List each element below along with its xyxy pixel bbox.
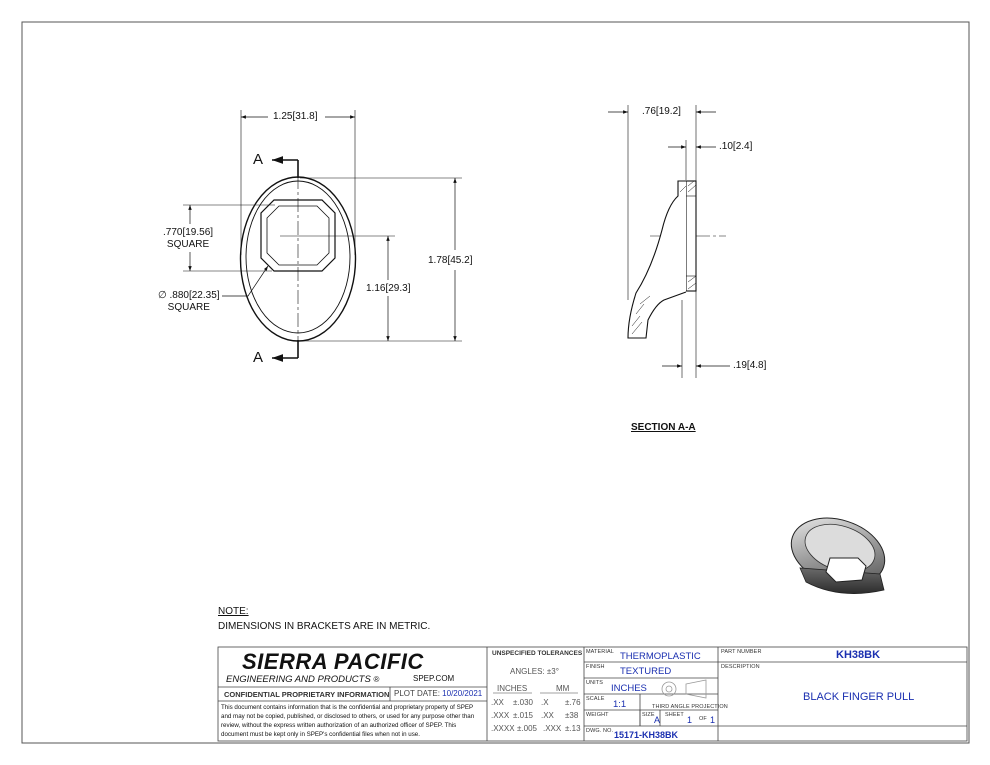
size-label: SIZE [642,712,655,718]
tol-row-3: .XXXX ±.005 .XXX ±.13 [491,724,581,733]
width-dim-label: 1.25[31.8] [273,111,318,122]
flange-dim-label: .19[4.8] [733,360,767,371]
scale-label: SCALE [586,696,605,702]
center-dim-label: 1.16[29.3] [366,283,411,294]
units-label: UNITS [586,680,603,686]
tolerances-angles: ANGLES: ±3° [510,667,559,676]
material-label: MATERIAL [586,649,614,655]
front-view [183,110,462,358]
scale-value: 1:1 [613,699,627,710]
material-value: THERMOPLASTIC [620,651,701,662]
outer-square-dim-label: ∅ .880[22.35] SQUARE [158,290,220,313]
sheet-border [22,22,969,743]
units-value: INCHES [611,683,647,694]
part-number-value: KH38BK [836,649,881,661]
height-dim-label: 1.78[45.2] [428,255,473,266]
third-angle-projection-icon [662,680,706,698]
inner-square-dim-label: .770[19.56] SQUARE [163,227,214,250]
dwg-no-label: DWG. NO. [586,728,614,734]
projection-label: THIRD ANGLE PROJECTION [652,704,728,710]
wall-dim-label: .10[2.4] [719,141,753,152]
tolerances-inches-header: INCHES [497,684,528,693]
section-view [608,105,730,378]
registered-mark: ® [373,675,380,684]
company-name: SIERRA PACIFIC [242,649,424,674]
sheet-value: 1 [687,715,693,725]
depth-dim-label: .76[19.2] [642,106,681,117]
confidential-text: This document contains information that is the confidential and proprietary property of SPEP and may not be copied, published, or disclosed to others, or used for any purpose other than review, without the express written authorization of an authorized officer of SPEP. This document must be kept only in SPEP's confidential files when not in use. [221,704,475,739]
sheet-label: SHEET [665,712,684,718]
section-title: SECTION A-A [631,422,696,433]
iso-3d-view [782,507,893,598]
tolerances-heading: UNSPECIFIED TOLERANCES [492,650,583,657]
tol-row-1: .XX ±.030 .X ±.76 [491,698,581,707]
sheet-total-value: 1 [710,715,716,725]
confidential-label: CONFIDENTIAL PROPRIETARY INFORMATION [224,690,390,699]
section-mark-top: A [253,151,264,168]
description-value: BLACK FINGER PULL [803,691,915,703]
tol-row-2: .XXX ±.015 .XX ±38 [491,711,579,720]
company-subtitle: ENGINEERING AND PRODUCTS ® [226,674,380,685]
description-label: DESCRIPTION [721,664,760,670]
size-value: A [654,715,661,725]
section-mark-bottom: A [253,349,264,366]
of-label: OF [699,716,707,722]
finish-label: FINISH [586,664,605,670]
note-heading: NOTE: [218,606,249,617]
website: SPEP.COM [413,674,455,683]
dwg-no-value: 15171-KH38BK [614,730,679,740]
finish-value: TEXTURED [620,666,672,677]
part-number-label: PART NUMBER [721,649,762,655]
weight-label: WEIGHT [586,712,609,718]
tolerances-mm-header: MM [556,684,570,693]
plot-date: PLOT DATE: 10/20/2021 [394,689,483,698]
note-text: DIMENSIONS IN BRACKETS ARE IN METRIC. [218,621,431,632]
